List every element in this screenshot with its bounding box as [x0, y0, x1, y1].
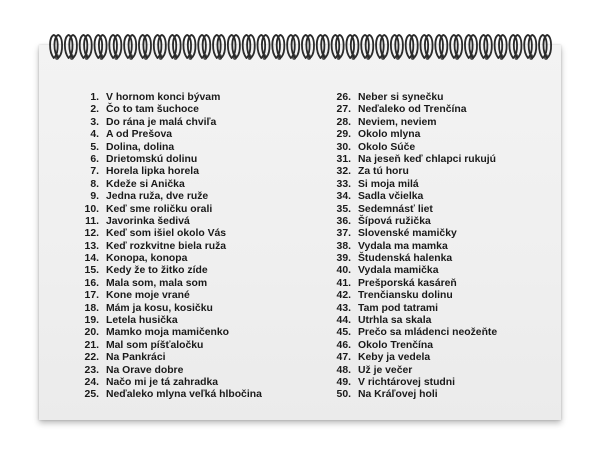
list-item: 20. Mamko moja mamičenko [84, 327, 229, 339]
list-item: 27. Neďaleko od Trenčína [336, 104, 467, 116]
spiral-ring [272, 35, 284, 60]
list-item: 10. Keď sme roličku orali [84, 203, 213, 215]
list-item: 33. Si moja milá [336, 178, 419, 190]
spiral-ring [169, 35, 181, 60]
list-item: 1. V hornom konci bývam [90, 92, 221, 103]
list-item: 49. V richtárovej studni [336, 376, 456, 388]
list-item: 3. Do rána je malá chviľa [90, 116, 217, 128]
list-item: 50. Na Kráľovej holi [336, 389, 438, 401]
list-item: 21. Mal som píšťaločku [84, 339, 204, 351]
list-item: 12. Keď som išiel okolo Vás [84, 228, 227, 240]
list-item: 18. Mám ja kosu, kosičku [84, 302, 213, 314]
list-item: 40. Vydala mamička [336, 265, 439, 277]
song-list-left [79, 92, 262, 402]
list-item: 34. Sadla včielka [336, 191, 424, 203]
list-item: 6. Drietomskú dolinu [90, 153, 198, 165]
spiral-ring [124, 35, 136, 60]
spiral-ring [450, 35, 462, 60]
spiral-ring [287, 35, 299, 60]
list-item: 4. A od Prešova [90, 129, 173, 141]
spiral-ring [495, 35, 507, 60]
list-item: 35. Sedemnásť liet [336, 203, 433, 215]
song-list-right [331, 92, 497, 402]
spiral-ring [213, 35, 225, 60]
spiral-ring [361, 35, 373, 60]
list-item: 7. Horela lipka horela [90, 166, 199, 178]
spiral-ring [183, 35, 195, 60]
list-item: 46. Okolo Trenčína [336, 339, 434, 351]
spiral-ring [317, 35, 329, 60]
list-item: 15. Kedy že to žitko zíde [84, 265, 208, 277]
list-item: 25. Neďaleko mlyna veľká hlbočina [84, 389, 262, 401]
list-item: 45. Prečo sa mládenci neožeňte [336, 327, 498, 339]
list-item: 47. Keby ja vedela [336, 352, 431, 364]
list-item: 19. Letela husička [84, 315, 178, 327]
list-item: 31. Na jeseň keď chlapci rukujú [336, 153, 496, 165]
spiral-ring [480, 35, 492, 60]
list-item: 42. Trenčiansku dolinu [336, 290, 453, 302]
spiral-ring [539, 35, 551, 60]
list-item: 22. Na Pankráci [84, 352, 166, 364]
list-item: 5. Dolina, dolina [90, 141, 175, 153]
spiral-ring [228, 35, 240, 60]
list-item: 36. Šípová ružička [336, 215, 431, 227]
spiral-ring [509, 35, 521, 60]
list-item: 41. Prešporská kasáreň [336, 277, 457, 289]
list-item: 8. Kdeže si Anička [90, 178, 185, 190]
list-item: 39. Študenská halenka [336, 253, 453, 265]
list-item: 17. Kone moje vrané [84, 290, 190, 302]
list-item: 14. Konopa, konopa [84, 253, 188, 265]
spiral-ring [65, 35, 77, 60]
list-item: 24. Načo mi je tá zahradka [84, 376, 219, 388]
list-item: 37. Slovenské mamičky [336, 228, 457, 240]
list-item: 43. Tam pod tatrami [336, 302, 439, 314]
spiral-ring [243, 35, 255, 60]
list-item: 13. Keď rozkvitne biela ruža [84, 240, 227, 252]
spiral-ring [332, 35, 344, 60]
spiral-ring [302, 35, 314, 60]
spiral-ring [465, 35, 477, 60]
list-item: 11. Javorinka šedivá [85, 215, 190, 227]
list-item: 26. Neber si synečku [336, 92, 444, 103]
spiral-ring [198, 35, 210, 60]
list-item: 28. Neviem, neviem [336, 116, 437, 128]
spiral-ring [80, 35, 92, 60]
list-item: 44. Utrhla sa skala [336, 315, 432, 327]
spiral-ring [109, 35, 121, 60]
list-item: 29. Okolo mlyna [336, 129, 421, 141]
list-item: 16. Mala som, mala som [84, 277, 208, 289]
spiral-ring [391, 35, 403, 60]
list-item: 38. Vydala ma mamka [336, 240, 448, 252]
list-item: 23. Na Orave dobre [84, 364, 184, 376]
spiral-ring [50, 35, 62, 60]
spiral-ring [406, 35, 418, 60]
list-item: 30. Okolo Súče [336, 141, 416, 153]
spiral-ring [258, 35, 270, 60]
list-item: 9. Jedna ruža, dve ruže [90, 191, 209, 203]
spiral-ring [346, 35, 358, 60]
list-item: 32. Za tú horu [336, 166, 409, 178]
list-item: 2. Čo to tam šuchoce [90, 104, 199, 116]
spiral-ring [139, 35, 151, 60]
spiral-ring [376, 35, 388, 60]
spiral-ring [421, 35, 433, 60]
spiral-binding [0, 0, 600, 70]
spiral-ring [154, 35, 166, 60]
spiral-ring [435, 35, 447, 60]
spiral-ring [524, 35, 536, 60]
list-item: 48. Už je večer [336, 364, 413, 376]
spiral-ring [95, 35, 107, 60]
